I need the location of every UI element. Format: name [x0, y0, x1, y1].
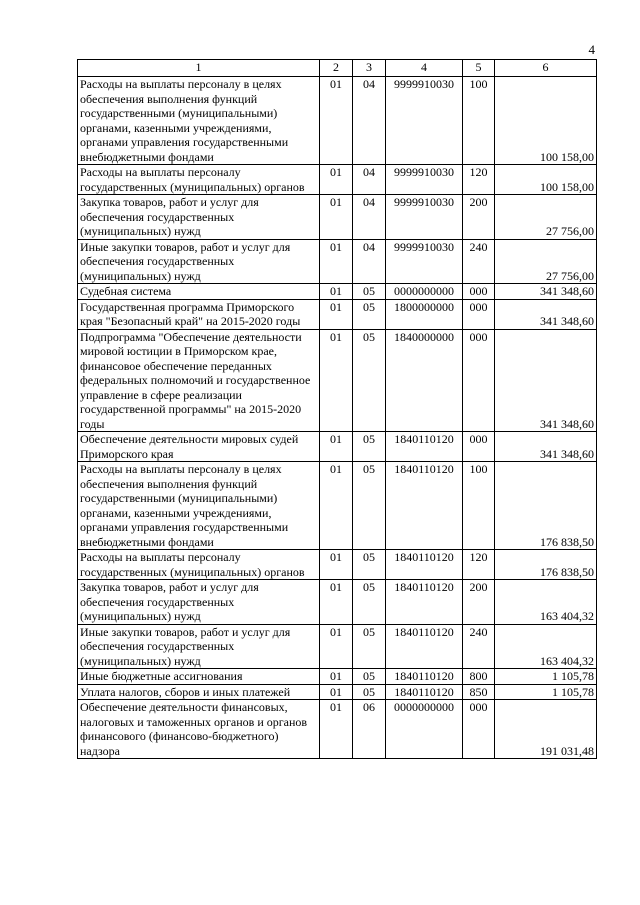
- row-expense-type-cell: 000: [463, 299, 495, 329]
- row-target-code-cell: 1840110120: [386, 462, 463, 550]
- table-row: [78, 239, 597, 284]
- column-header: 6: [495, 60, 597, 77]
- row-target-code-cell: 0000000000: [386, 700, 463, 759]
- row-target-code-cell: 1800000000: [386, 299, 463, 329]
- table-row: [78, 165, 597, 195]
- row-section-cell: 01: [320, 550, 353, 580]
- row-subsection-cell: 05: [353, 432, 386, 462]
- table-row: [78, 77, 597, 165]
- row-expense-type-cell: 120: [463, 165, 495, 195]
- row-amount-cell: 176 838,50: [495, 462, 597, 550]
- row-name-cell: Иные закупки товаров, работ и услуг для обеспечения государственных (муниципальных) нужд: [78, 624, 320, 669]
- table-row: [78, 284, 597, 300]
- row-amount-cell: 100 158,00: [495, 77, 597, 165]
- row-section-cell: 01: [320, 700, 353, 759]
- row-target-code-cell: 9999910030: [386, 239, 463, 284]
- row-target-code-cell: 9999910030: [386, 165, 463, 195]
- row-amount-cell: 341 348,60: [495, 284, 597, 300]
- row-target-code-cell: 1840110120: [386, 580, 463, 625]
- row-section-cell: 01: [320, 77, 353, 165]
- budget-table-body: [78, 60, 597, 759]
- column-header: 3: [353, 60, 386, 77]
- row-target-code-cell: 1840110120: [386, 684, 463, 700]
- row-subsection-cell: 06: [353, 700, 386, 759]
- row-section-cell: 01: [320, 669, 353, 685]
- table-row: [78, 669, 597, 685]
- table-header-row: [78, 60, 597, 77]
- row-target-code-cell: 9999910030: [386, 195, 463, 240]
- row-name-cell: Подпрограмма "Обеспечение деятельности мировой юстиции в Приморском крае, финансовое обеспечение переданных федеральных полномочий и государственное управление в сфере реализации государственной программы" на 2015-2020 годы: [78, 329, 320, 432]
- row-name-cell: Государственная программа Приморского края "Безопасный край" на 2015-2020 годы: [78, 299, 320, 329]
- table-row: [78, 624, 597, 669]
- row-expense-type-cell: 100: [463, 77, 495, 165]
- row-expense-type-cell: 000: [463, 700, 495, 759]
- row-name-cell: Иные закупки товаров, работ и услуг для обеспечения государственных (муниципальных) нужд: [78, 239, 320, 284]
- row-subsection-cell: 05: [353, 580, 386, 625]
- row-amount-cell: 341 348,60: [495, 432, 597, 462]
- row-subsection-cell: 05: [353, 669, 386, 685]
- row-target-code-cell: 1840110120: [386, 624, 463, 669]
- row-subsection-cell: 05: [353, 329, 386, 432]
- row-name-cell: Иные бюджетные ассигнования: [78, 669, 320, 685]
- row-target-code-cell: 1840110120: [386, 550, 463, 580]
- row-name-cell: Обеспечение деятельности финансовых, налоговых и таможенных органов и органов финансового (финансово-бюджетного) надзора: [78, 700, 320, 759]
- row-expense-type-cell: 240: [463, 624, 495, 669]
- budget-table: [77, 59, 597, 759]
- table-row: [78, 580, 597, 625]
- table-row: [78, 329, 597, 432]
- row-name-cell: Закупка товаров, работ и услуг для обеспечения государственных (муниципальных) нужд: [78, 195, 320, 240]
- row-subsection-cell: 05: [353, 624, 386, 669]
- table-row: [78, 684, 597, 700]
- row-name-cell: Обеспечение деятельности мировых судей Приморского края: [78, 432, 320, 462]
- row-name-cell: Закупка товаров, работ и услуг для обеспечения государственных (муниципальных) нужд: [78, 580, 320, 625]
- table-row: [78, 700, 597, 759]
- row-amount-cell: 1 105,78: [495, 669, 597, 685]
- row-target-code-cell: 9999910030: [386, 77, 463, 165]
- row-expense-type-cell: 800: [463, 669, 495, 685]
- row-amount-cell: 1 105,78: [495, 684, 597, 700]
- column-header: 5: [463, 60, 495, 77]
- row-subsection-cell: 05: [353, 462, 386, 550]
- row-section-cell: 01: [320, 329, 353, 432]
- row-section-cell: 01: [320, 624, 353, 669]
- row-amount-cell: 341 348,60: [495, 329, 597, 432]
- page-number: 4: [588, 42, 595, 57]
- row-section-cell: 01: [320, 462, 353, 550]
- row-expense-type-cell: 000: [463, 432, 495, 462]
- row-section-cell: 01: [320, 284, 353, 300]
- row-expense-type-cell: 200: [463, 195, 495, 240]
- row-section-cell: 01: [320, 299, 353, 329]
- row-target-code-cell: 1840110120: [386, 432, 463, 462]
- row-expense-type-cell: 120: [463, 550, 495, 580]
- row-expense-type-cell: 000: [463, 284, 495, 300]
- row-section-cell: 01: [320, 195, 353, 240]
- row-section-cell: 01: [320, 165, 353, 195]
- row-target-code-cell: 1840000000: [386, 329, 463, 432]
- row-expense-type-cell: 240: [463, 239, 495, 284]
- row-amount-cell: 176 838,50: [495, 550, 597, 580]
- row-amount-cell: 341 348,60: [495, 299, 597, 329]
- column-header: 2: [320, 60, 353, 77]
- row-subsection-cell: 04: [353, 165, 386, 195]
- row-section-cell: 01: [320, 580, 353, 625]
- row-subsection-cell: 04: [353, 239, 386, 284]
- column-header: 4: [386, 60, 463, 77]
- row-amount-cell: 163 404,32: [495, 580, 597, 625]
- row-amount-cell: 100 158,00: [495, 165, 597, 195]
- table-row: [78, 299, 597, 329]
- row-target-code-cell: 0000000000: [386, 284, 463, 300]
- row-name-cell: Расходы на выплаты персоналу в целях обеспечения выполнения функций государственными (муниципальными) органами, казенными учреждениями, органами управления государственными внебюджетными фондами: [78, 77, 320, 165]
- row-amount-cell: 27 756,00: [495, 195, 597, 240]
- row-subsection-cell: 04: [353, 77, 386, 165]
- row-section-cell: 01: [320, 239, 353, 284]
- row-expense-type-cell: 100: [463, 462, 495, 550]
- row-name-cell: Расходы на выплаты персоналу в целях обеспечения выполнения функций государственными (муниципальными) органами, казенными учреждениями, органами управления государственными внебюджетными фондами: [78, 462, 320, 550]
- row-target-code-cell: 1840110120: [386, 669, 463, 685]
- row-expense-type-cell: 200: [463, 580, 495, 625]
- row-amount-cell: 191 031,48: [495, 700, 597, 759]
- row-name-cell: Расходы на выплаты персоналу государственных (муниципальных) органов: [78, 165, 320, 195]
- row-amount-cell: 27 756,00: [495, 239, 597, 284]
- column-header: 1: [78, 60, 320, 77]
- row-subsection-cell: 05: [353, 684, 386, 700]
- row-section-cell: 01: [320, 684, 353, 700]
- table-row: [78, 550, 597, 580]
- row-subsection-cell: 05: [353, 550, 386, 580]
- row-name-cell: Уплата налогов, сборов и иных платежей: [78, 684, 320, 700]
- row-expense-type-cell: 850: [463, 684, 495, 700]
- row-name-cell: Судебная система: [78, 284, 320, 300]
- row-subsection-cell: 04: [353, 195, 386, 240]
- row-name-cell: Расходы на выплаты персоналу государственных (муниципальных) органов: [78, 550, 320, 580]
- table-row: [78, 195, 597, 240]
- row-subsection-cell: 05: [353, 299, 386, 329]
- table-row: [78, 432, 597, 462]
- row-expense-type-cell: 000: [463, 329, 495, 432]
- table-row: [78, 462, 597, 550]
- row-section-cell: 01: [320, 432, 353, 462]
- row-subsection-cell: 05: [353, 284, 386, 300]
- row-amount-cell: 163 404,32: [495, 624, 597, 669]
